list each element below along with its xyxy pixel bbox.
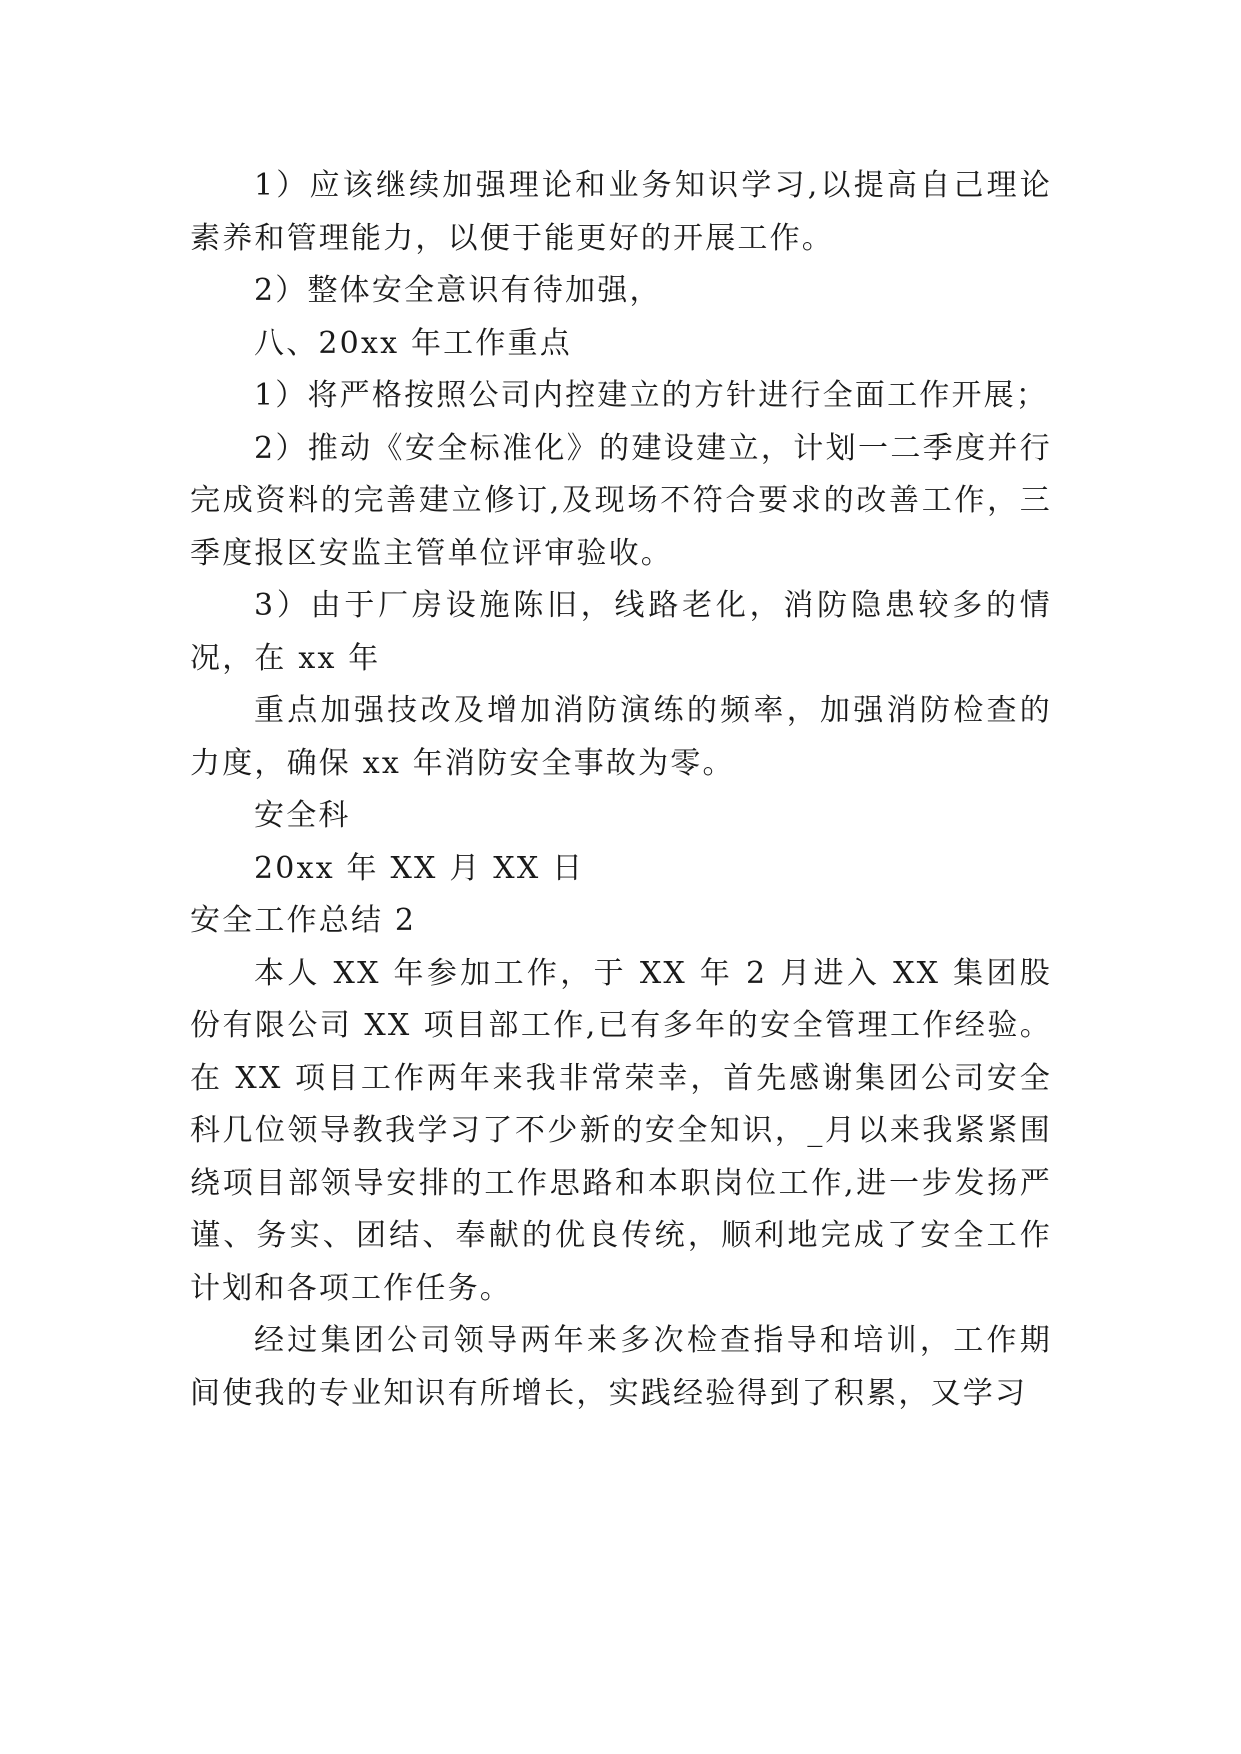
paragraph-6: 重点加强技改及增加消防演练的频率，加强消防检查的力度，确保 xx 年消防安全事故为零。 [190, 693, 1052, 781]
paragraph-4: 2）推动《安全标准化》的建设建立，计划一二季度并行完成资料的完善建立修订,及现场不符合要求的改善工作，三季度报区安监主管单位评审验收。 [190, 430, 1052, 571]
paragraph-3: 1）将严格按照公司内控建立的方针进行全面工作开展； [254, 378, 1049, 413]
document-page [190, 160, 1052, 1420]
signature-date: 20xx 年 XX 月 XX 日 [254, 850, 585, 886]
paragraph-5: 3）由于厂房设施陈旧，线路老化，消防隐患较多的情况，在 xx 年 [190, 588, 1052, 676]
paragraph-7: 本人 XX 年参加工作，于 XX 年 2 月进入 XX 集团股份有限公司 XX 项目部工作,已有多年的安全管理工作经验。在 XX 项目工作两年来我非常荣幸，首先感谢集团公司安全科几位领导教我学习了不少新的安全知识，_月以来我紧紧围绕项目部领导安排的工作思路和本职岗位工作,进一步发扬严谨、务实、团结、奉献的优良传统，顺利地完成了安全工作计划和各项工作任务。 [190, 955, 1052, 1306]
signature-department: 安全科 [254, 798, 351, 833]
paragraph-2: 2）整体安全意识有待加强， [254, 273, 662, 308]
section-heading-8: 八、20xx 年工作重点 [254, 325, 572, 361]
paragraph-8: 经过集团公司领导两年来多次检查指导和培训，工作期间使我的专业知识有所增长，实践经验得到了积累，又学习 [190, 1323, 1052, 1411]
document-subtitle: 安全工作总结 2 [190, 903, 417, 938]
paragraph-1: 1）应该继续加强理论和业务知识学习,以提高自己理论素养和管理能力，以便于能更好的开展工作。 [190, 168, 1052, 256]
